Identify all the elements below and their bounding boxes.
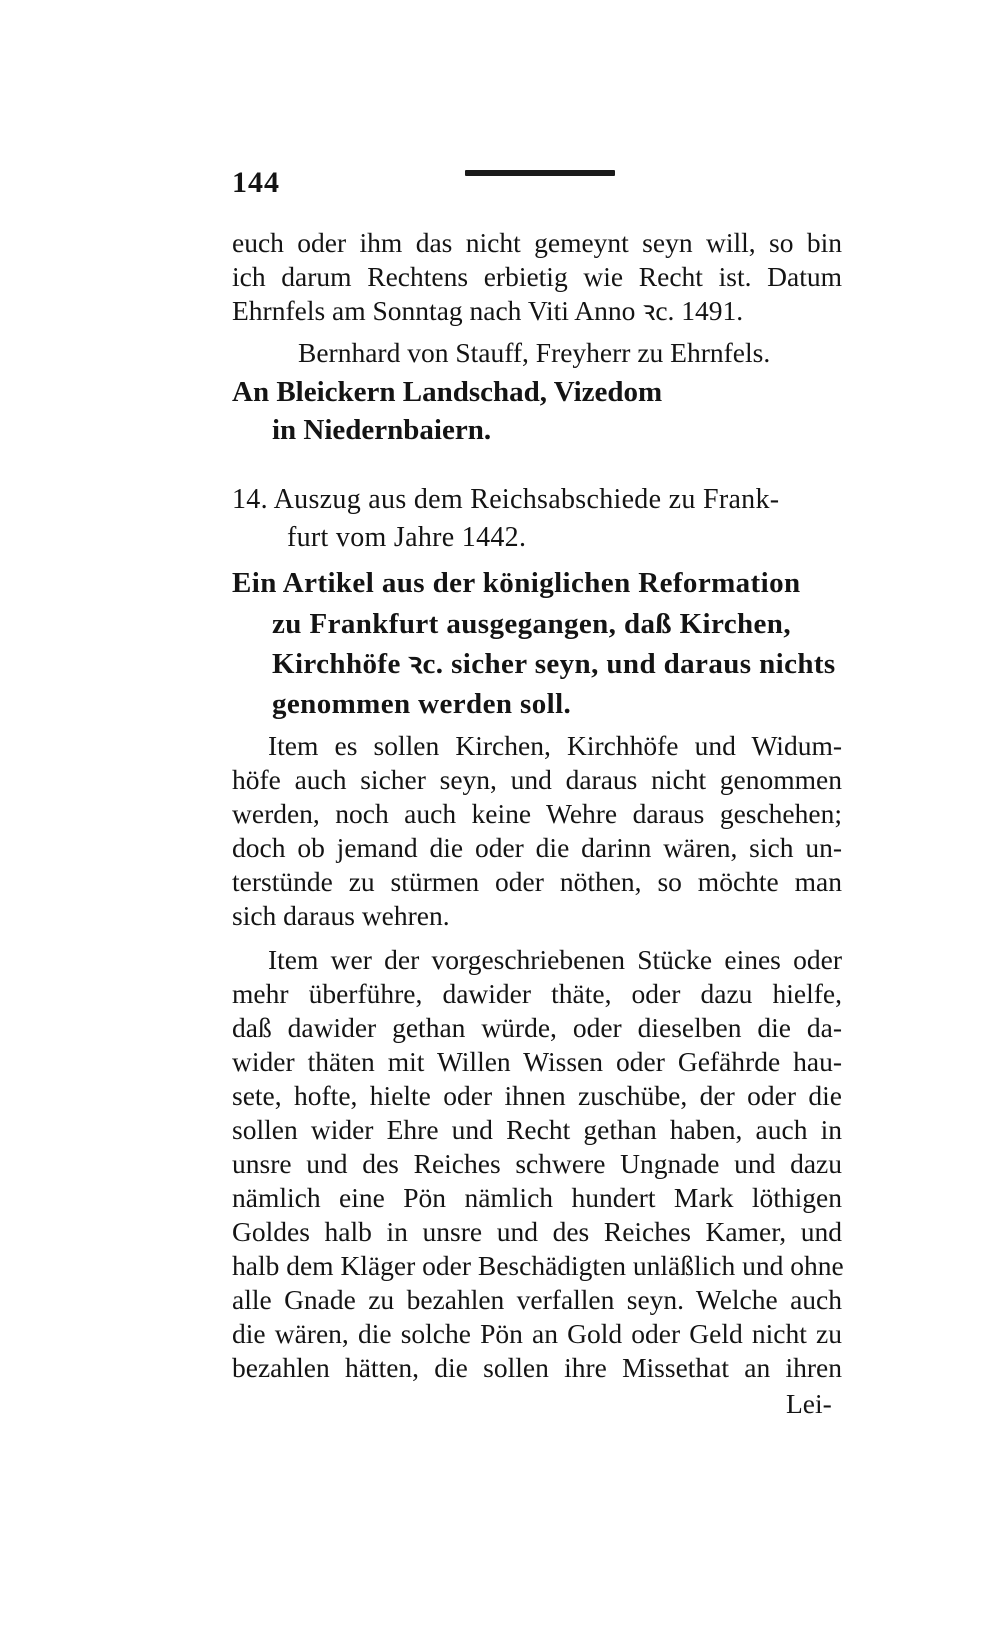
paragraph-3-line: nämlich eine Pön nämlich hundert Mark löthigen <box>232 1182 842 1213</box>
paragraph-2-line: doch ob jemand die oder die darinn wären, sich un- <box>232 832 842 863</box>
section-heading-line: furt vom Jahre 1442. <box>287 522 527 553</box>
paragraph-3-line: die wären, die solche Pön an Gold oder Geld nicht zu <box>232 1318 842 1349</box>
paragraph-3-line: daß dawider gethan würde, oder dieselben die da- <box>232 1012 842 1043</box>
paragraph-1-line: Ehrnfels am Sonntag nach Viti Anno ꝛc. 1491. <box>232 295 744 326</box>
header-rule <box>465 170 615 176</box>
addressee-line: in Niedernbaiern. <box>272 414 492 446</box>
page-number: 144 <box>232 166 280 199</box>
article-title-line: genommen werden soll. <box>272 688 572 720</box>
paragraph-2-line: Item es sollen Kirchen, Kirchhöfe und Widum- <box>268 730 842 761</box>
article-title-line: Ein Artikel aus der königlichen Reformation <box>232 567 801 599</box>
paragraph-3-line: unsre und des Reiches schwere Ungnade und dazu <box>232 1148 842 1179</box>
paragraph-3-line: halb dem Kläger oder Beschädigten unläßlich und ohne <box>232 1250 844 1281</box>
paragraph-3-line: sollen wider Ehre und Recht gethan haben, auch in <box>232 1114 842 1145</box>
paragraph-3-line: bezahlen hätten, die sollen ihre Missethat an ihren <box>232 1352 842 1383</box>
paragraph-3-line: Goldes halb in unsre und des Reiches Kamer, und <box>232 1216 842 1247</box>
addressee-line: An Bleickern Landschad, Vizedom <box>232 376 663 408</box>
paragraph-3-line: mehr überführe, dawider thäte, oder dazu hielfe, <box>232 978 842 1009</box>
paragraph-2-line: terstünde zu stürmen oder nöthen, so möchte man <box>232 866 842 897</box>
article-title-line: Kirchhöfe ꝛc. sicher seyn, und daraus nichts <box>272 648 836 680</box>
paragraph-3-line: sete, hofte, hielte oder ihnen zuschübe, der oder die <box>232 1080 842 1111</box>
paragraph-3-line: wider thäten mit Willen Wissen oder Gefährde hau- <box>232 1046 842 1077</box>
paragraph-3-line: Item wer der vorgeschriebenen Stücke eines oder <box>268 944 842 975</box>
paragraph-2-line: höfe auch sicher seyn, und daraus nicht genommen <box>232 764 842 795</box>
paragraph-1-line: ich darum Rechtens erbietig wie Recht ist. Datum <box>232 261 842 292</box>
paragraph-2-line: werden, noch auch keine Wehre daraus geschehen; <box>232 798 842 829</box>
paragraph-2-line: sich daraus wehren. <box>232 900 450 931</box>
section-heading-line: 14. Auszug aus dem Reichsabschiede zu Frank- <box>232 484 780 515</box>
catchword: Lei- <box>786 1388 832 1419</box>
article-title-line: zu Frankfurt ausgegangen, daß Kirchen, <box>272 608 791 640</box>
paragraph-1-line: euch oder ihm das nicht gemeynt seyn will, so bin <box>232 227 842 258</box>
paragraph-3-line: alle Gnade zu bezahlen verfallen seyn. Welche auch <box>232 1284 842 1315</box>
signature-line: Bernhard von Stauff, Freyherr zu Ehrnfels. <box>298 337 771 368</box>
